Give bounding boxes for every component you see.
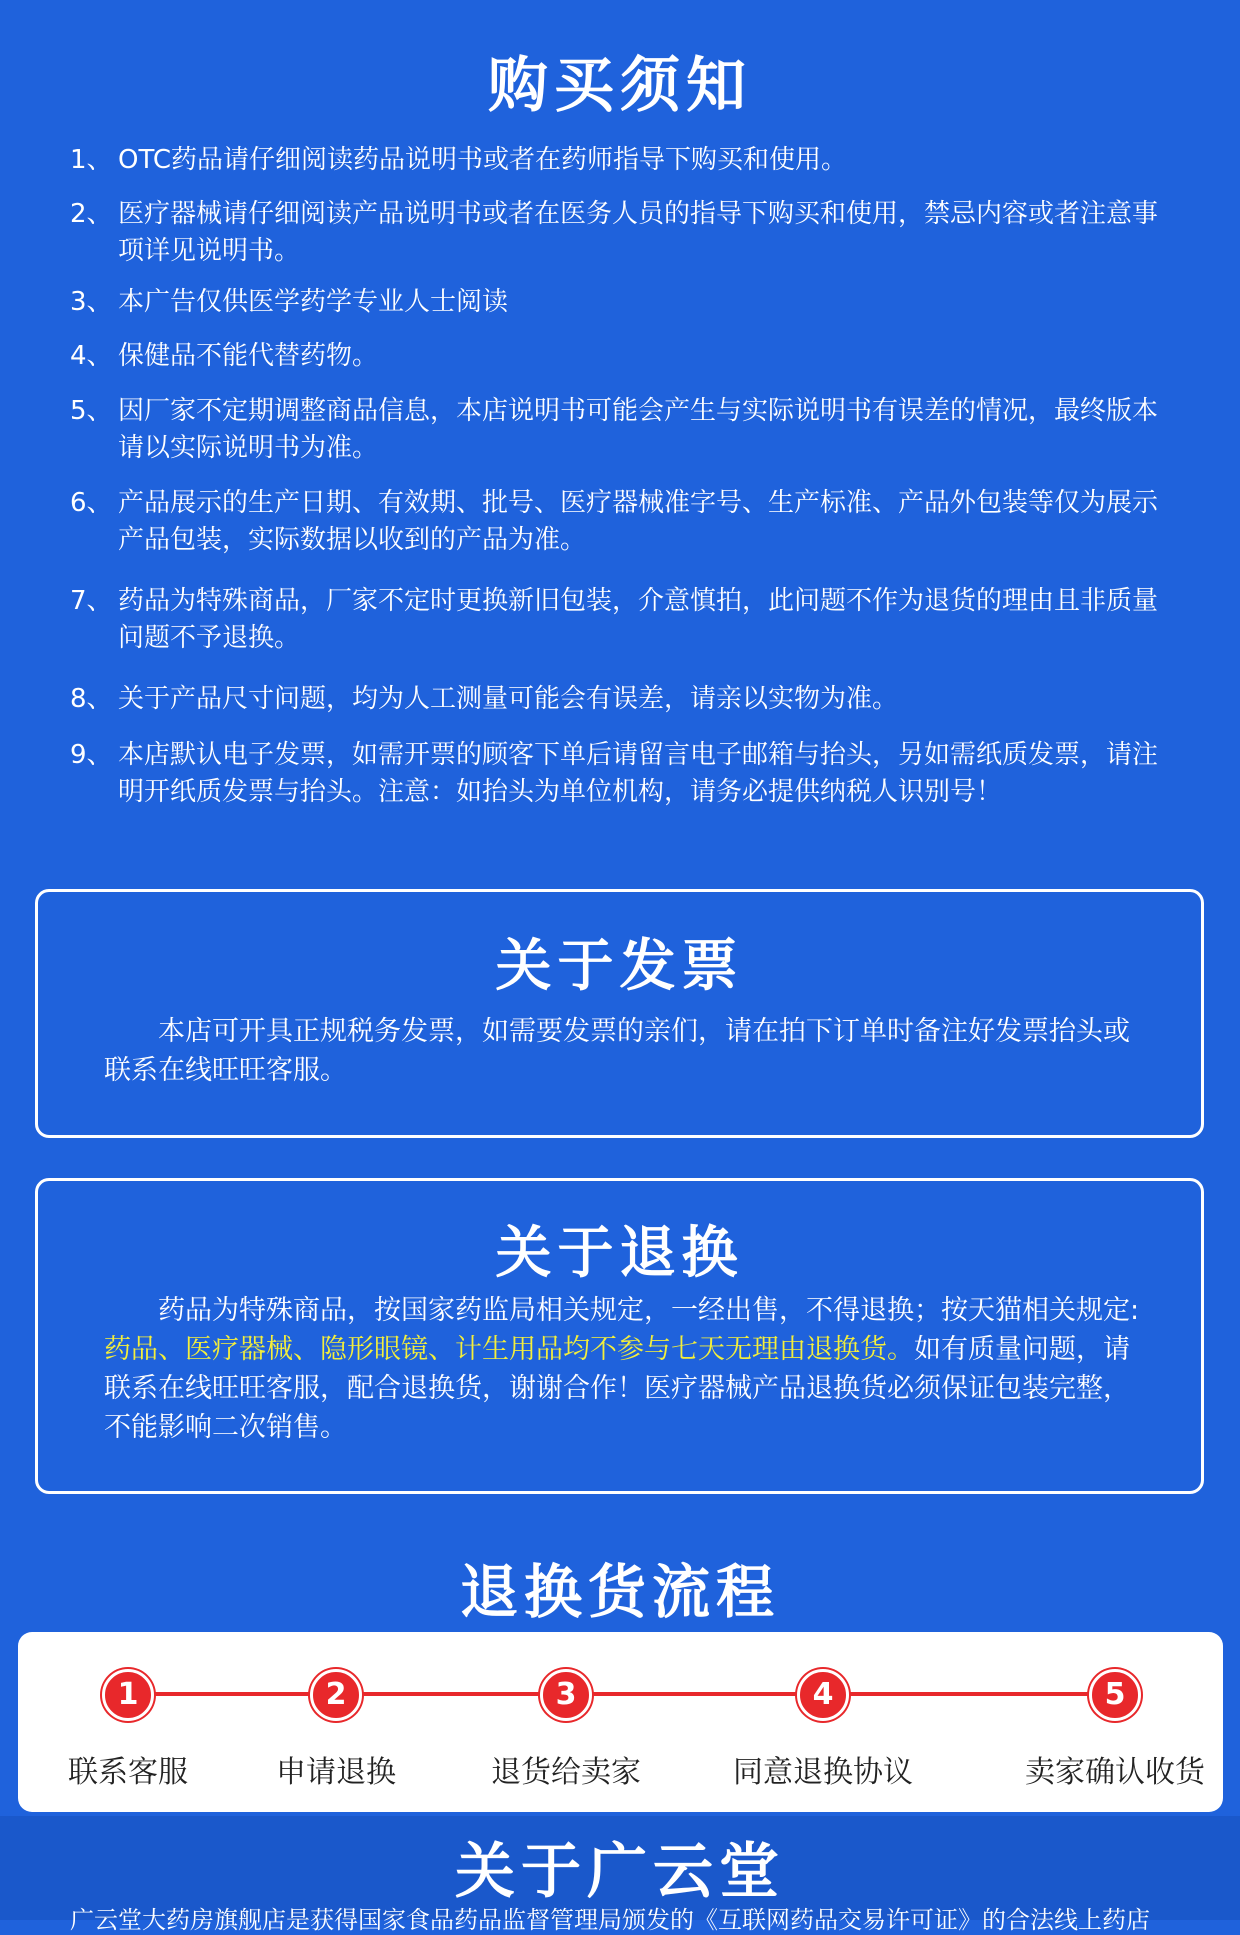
returns-section: [35, 1178, 1204, 1494]
notice-item: [70, 284, 1180, 321]
step-number-badge: 2: [310, 1669, 362, 1721]
notice-item: [70, 583, 1180, 657]
step-number-badge: 3: [540, 1669, 592, 1721]
notice-item: [70, 737, 1180, 811]
notice-item-number: 5、: [70, 396, 113, 426]
notice-item-number: 9、: [70, 740, 113, 770]
returns-highlight-text: 药品、医疗器械、隐形眼镜、计生用品均不参与七天无理由退换货。: [104, 1334, 914, 1365]
about-title: 关于广云堂: [455, 1837, 785, 1907]
notice-item-text: 产品展示的生产日期、有效期、批号、医疗器械准字号、生产标准、产品外包装等仅为展示产品包装，实际数据以收到的产品为准。: [118, 488, 1159, 555]
returns-body: [104, 1291, 1144, 1447]
step-label: 退货给卖家: [491, 1755, 641, 1790]
notice-item: [70, 196, 1180, 270]
notice-item-text: OTC药品请仔细阅读药品说明书或者在药师指导下购买和使用。: [118, 145, 847, 175]
notice-item: [70, 681, 1180, 718]
notice-item-text: 因厂家不定期调整商品信息，本店说明书可能会产生与实际说明书有误差的情况，最终版本请以实际说明书为准。: [118, 396, 1159, 463]
flow-step: [236, 1669, 436, 1791]
flow-step: [466, 1669, 666, 1791]
step-label: 联系客服: [68, 1755, 188, 1790]
notice-item-text: 保健品不能代替药物。: [118, 341, 379, 371]
notice-item: [70, 393, 1180, 467]
step-label: 卖家确认收货: [1025, 1755, 1205, 1790]
notice-item-text: 药品为特殊商品，厂家不定时更换新旧包装，介意慎拍，此问题不作为退货的理由且非质量问题不予退换。: [118, 586, 1159, 653]
notice-item-number: 6、: [70, 488, 113, 518]
flow-step: [1015, 1669, 1215, 1791]
notice-item-number: 2、: [70, 199, 113, 229]
step-number-badge: 5: [1089, 1669, 1141, 1721]
step-label: 同意退换协议: [733, 1755, 913, 1790]
flow-title: 退换货流程: [459, 1558, 780, 1626]
notice-item-number: 8、: [70, 684, 113, 714]
step-number-badge: 1: [102, 1669, 154, 1721]
invoice-body: 本店可开具正规税务发票，如需要发票的亲们，请在拍下订单时备注好发票抬头或联系在线旺旺客服。: [104, 1016, 1130, 1086]
returns-body-text: 如有质量问题，请联系在线旺旺客服，配合退换货，谢谢合作！医疗器械产品退换货必须保证包装完整，不能影响二次销售。: [104, 1334, 1130, 1443]
flow-step: [723, 1669, 923, 1791]
notice-item: [70, 485, 1180, 559]
notice-item-text: 本店默认电子发票，如需开票的顾客下单后请留言电子邮箱与抬头，另如需纸质发票，请注明开纸质发票与抬头。注意：如抬头为单位机构，请务必提供纳税人识别号！: [118, 740, 1159, 807]
invoice-title: 关于发票: [495, 934, 744, 999]
notice-item-text: 本广告仅供医学药学专业人士阅读: [118, 287, 509, 317]
step-number-badge: 4: [797, 1669, 849, 1721]
notice-item-number: 4、: [70, 341, 113, 371]
invoice-section: [35, 889, 1204, 1138]
notice-item: [70, 142, 1180, 179]
returns-body-text: 药品为特殊商品，按国家药监局相关规定，一经出售，不得退换；按天猫相关规定:: [158, 1295, 1140, 1326]
notice-item-number: 7、: [70, 586, 113, 616]
notice-item-text: 医疗器械请仔细阅读产品说明书或者在医务人员的指导下购买和使用，禁忌内容或者注意事项详见说明书。: [118, 199, 1159, 266]
notice-item-text: 关于产品尺寸问题，均为人工测量可能会有误差，请亲以实物为准。: [118, 684, 899, 714]
notice-item: [70, 338, 1180, 375]
return-flow-card: [18, 1632, 1223, 1812]
returns-title: 关于退换: [495, 1221, 744, 1286]
notice-item-number: 1、: [70, 145, 113, 175]
step-label: 申请退换: [276, 1755, 396, 1790]
flow-step: [28, 1669, 228, 1791]
about-text: 广云堂大药房旗舰店是获得国家食品药品监督管理局颁发的《互联网药品交易许可证》的合法线上药店: [70, 1906, 1150, 1934]
notice-title: 购买须知: [488, 51, 752, 121]
notice-item-number: 3、: [70, 287, 113, 317]
